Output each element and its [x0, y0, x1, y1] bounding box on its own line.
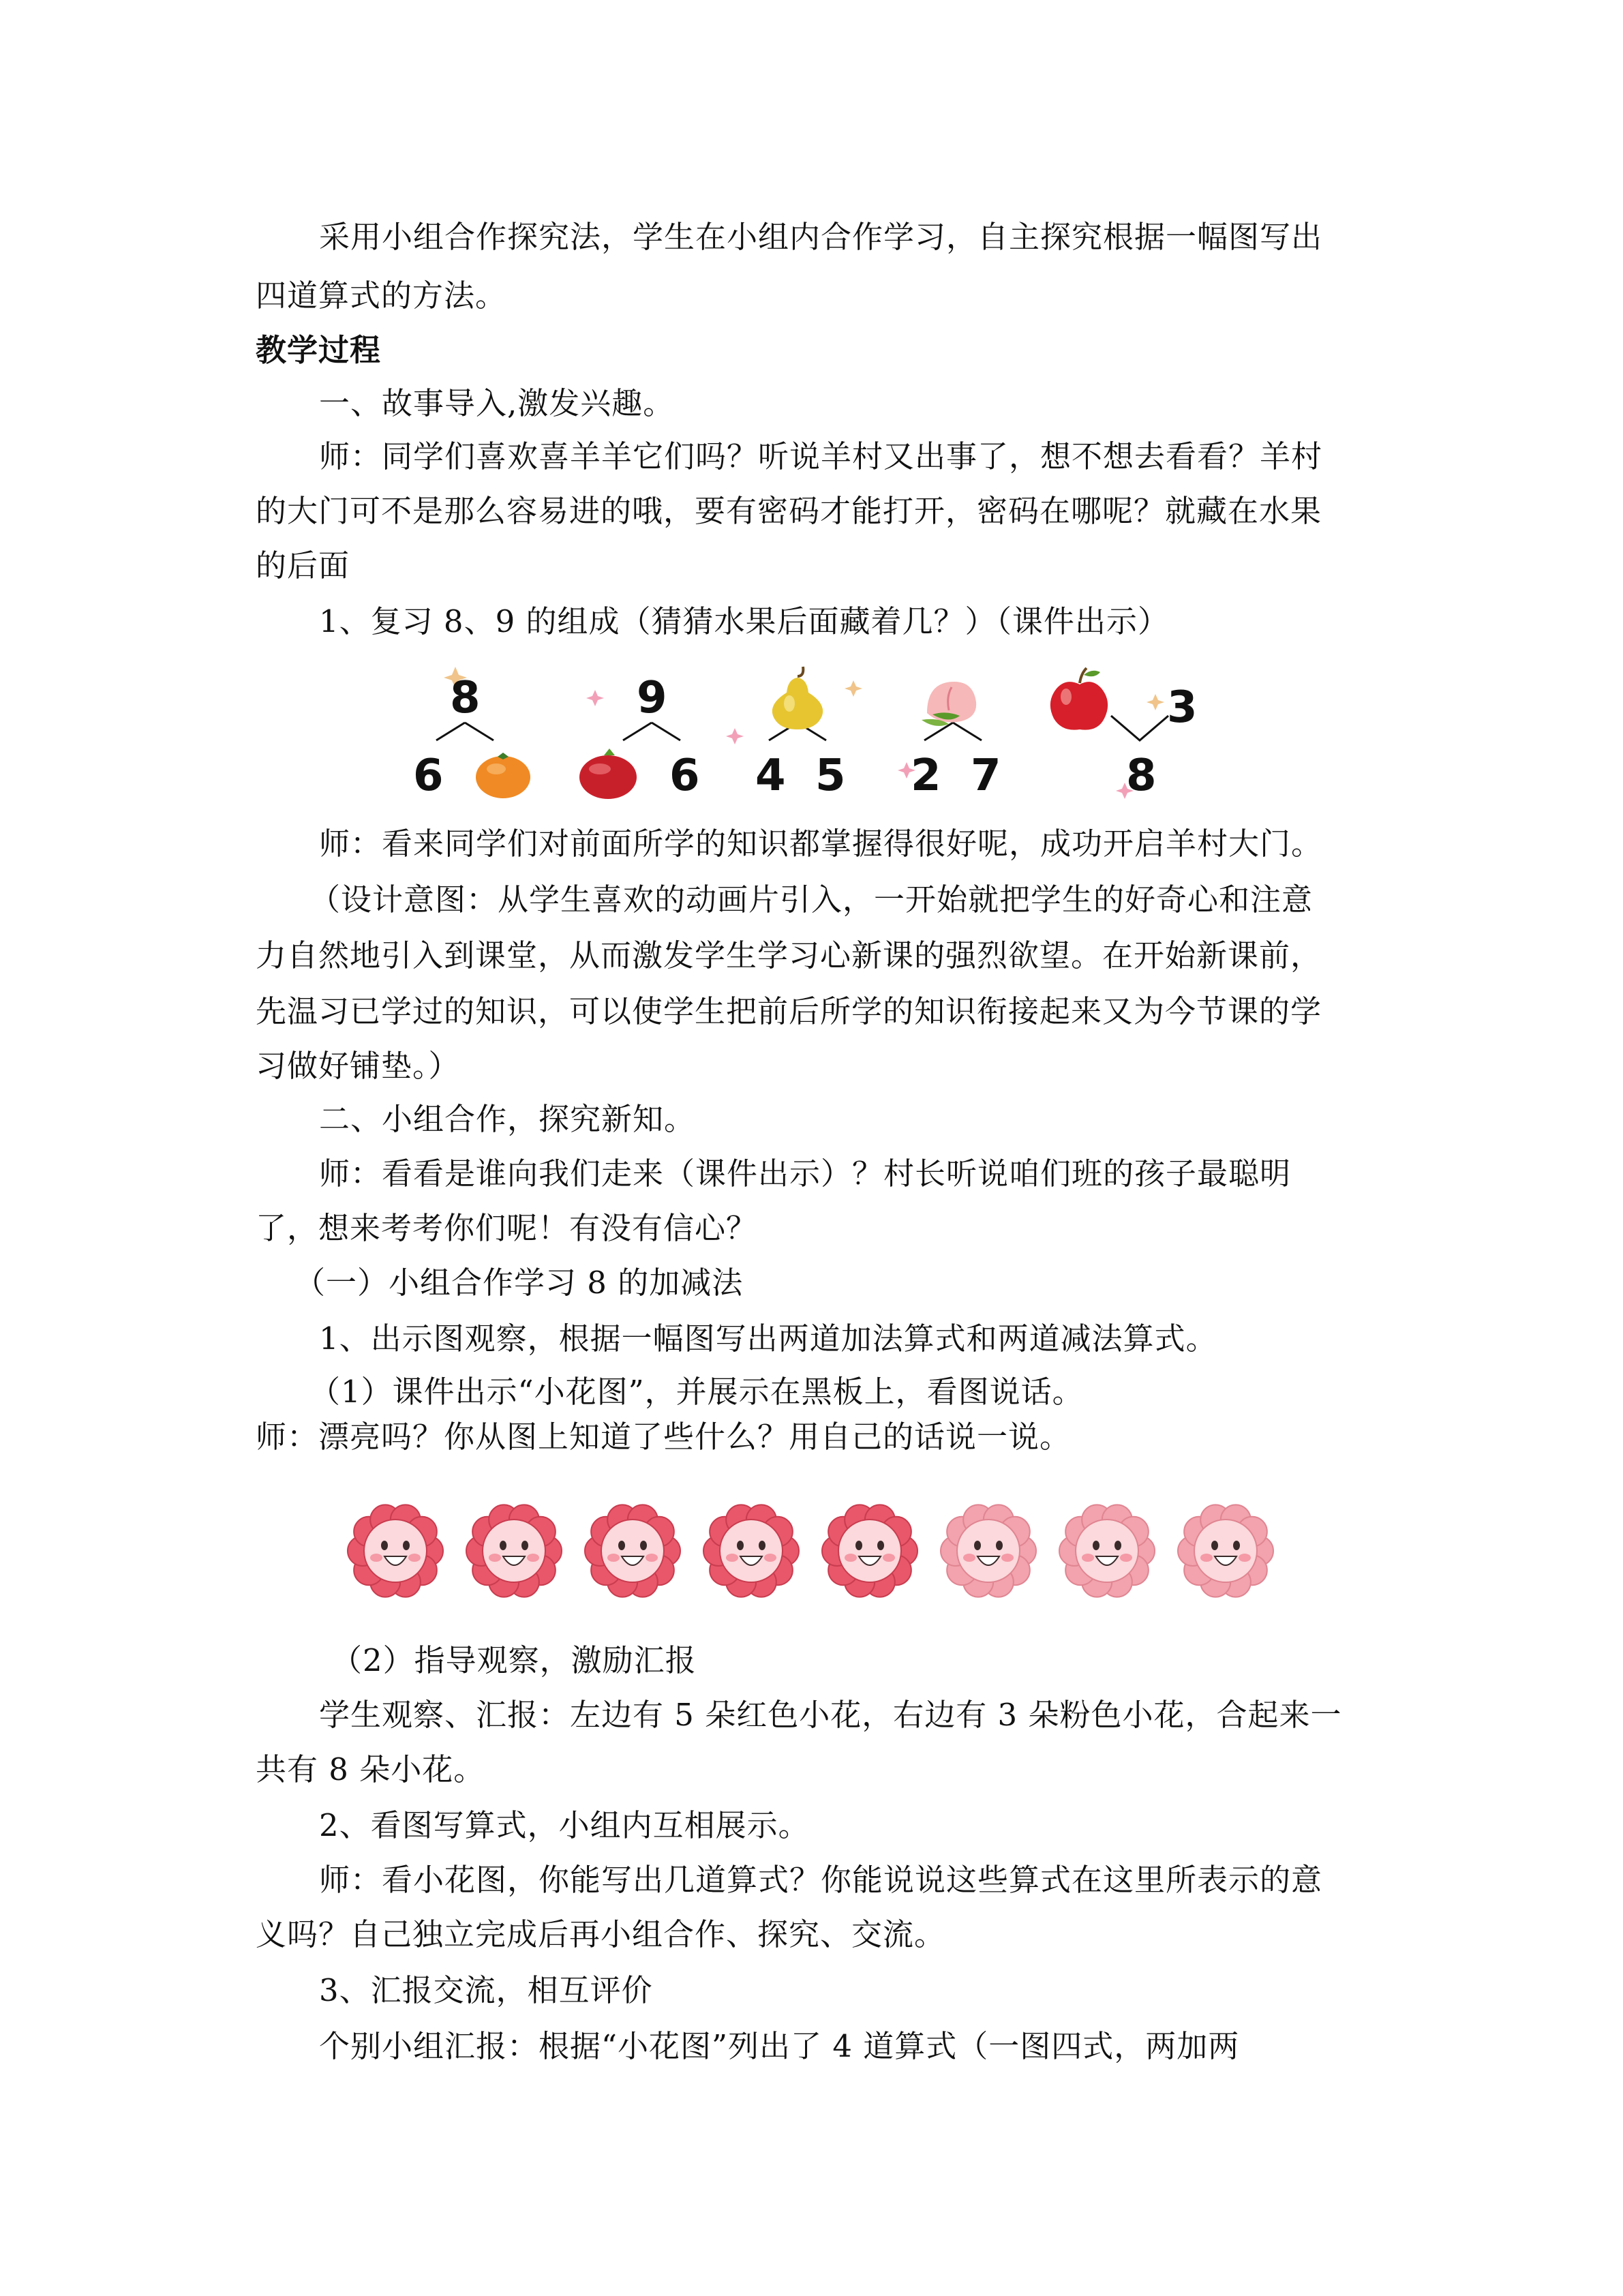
paragraph-line: 个别小组汇报：根据“小花图”列出了 4 道算式（一图四式，两加两: [319, 2028, 1240, 2064]
pomegranate-icon: [579, 749, 637, 799]
red-flower-icon: [348, 1505, 443, 1597]
paragraph-line: 学生观察、汇报：左边有 5 朵红色小花，右边有 3 朵粉色小花，合起来一: [319, 1697, 1342, 1733]
paragraph-line: 2、看图写算式，小组内互相展示。: [319, 1807, 810, 1843]
number-label: 2: [911, 751, 941, 801]
paragraph-line: 了，想来考考你们呢！有没有信心？: [256, 1210, 758, 1246]
number-label: 6: [413, 751, 444, 801]
paragraph-line: 师：漂亮吗？你从图上知道了些什么？用自己的话说一说。: [256, 1419, 1072, 1455]
sparkle-icon: [845, 680, 862, 697]
paragraph-line: （设计意图：从学生喜欢的动画片引入，一开始就把学生的好奇心和注意: [309, 881, 1314, 918]
number-label: 5: [815, 751, 846, 801]
paragraph-line: 师：看来同学们对前面所学的知识都掌握得很好呢，成功开启羊村大门。: [319, 826, 1323, 862]
paragraph-line: 师：同学们喜欢喜羊羊它们吗？听说羊村又出事了，想不想去看看？羊村: [319, 438, 1323, 474]
paragraph-line: （一）小组合作学习 8 的加减法: [294, 1265, 744, 1301]
red-flower-icon: [703, 1505, 799, 1597]
sparkle-icon: [1147, 694, 1164, 710]
paragraph-line: 共有 8 朵小花。: [256, 1751, 485, 1787]
number-label: 4: [755, 751, 786, 801]
paragraph-line: 习做好铺垫。）: [256, 1048, 460, 1084]
subsection-title: 二、小组合作，探究新知。: [319, 1101, 696, 1137]
paragraph-line: 师：看看是谁向我们走来（课件出示）？村长听说咱们班的孩子最聪明: [319, 1155, 1292, 1192]
pink-flower-icon: [1059, 1505, 1155, 1597]
sparkle-icon: [586, 690, 604, 706]
number-label: 6: [669, 751, 700, 801]
pink-flower-icon: [941, 1505, 1036, 1597]
number-label: 8: [450, 673, 481, 723]
red-flower-icon: [585, 1505, 680, 1597]
pear-icon: [772, 667, 823, 729]
peach-icon: [922, 682, 976, 726]
number-label: 8: [1126, 751, 1157, 801]
number-label: 9: [637, 673, 667, 723]
subsection-title: 一、故事导入,激发兴趣。: [319, 385, 675, 421]
paragraph-line: 1、复习 8、9 的组成（猜猜水果后面藏着几？）（课件出示）: [319, 603, 1170, 639]
paragraph-line: （2）指导观察，激励汇报: [331, 1642, 697, 1678]
paragraph-line: 师：看小花图，你能写出几道算式？你能说说这些算式在这里所表示的意: [319, 1862, 1323, 1898]
apple-icon: [1050, 668, 1108, 730]
flower-figure: [341, 1500, 1295, 1602]
sparkle-icon: [726, 728, 744, 744]
orange-icon: [476, 753, 530, 798]
fruit-number-figure: [402, 660, 1207, 803]
paragraph-line: 四道算式的方法。: [256, 277, 507, 314]
number-label: 3: [1167, 682, 1198, 733]
paragraph-line: 3、汇报交流，相互评价: [319, 1972, 653, 2008]
section-heading: 教学过程: [256, 332, 382, 368]
paragraph-line: （1）课件出示“小花图”，并展示在黑板上，看图说话。: [309, 1374, 1084, 1410]
paragraph-line: 1、出示图观察，根据一幅图写出两道加法算式和两道减法算式。: [319, 1320, 1217, 1357]
paragraph-line: 的大门可不是那么容易进的哦，要有密码才能打开，密码在哪呢？就藏在水果: [256, 493, 1322, 529]
paragraph-line: 的后面: [256, 547, 350, 584]
paragraph-line: 义吗？自己独立完成后再小组合作、探究、交流。: [256, 1916, 946, 1952]
red-flower-icon: [822, 1505, 917, 1597]
paragraph-line: 采用小组合作探究法，学生在小组内合作学习，自主探究根据一幅图写出: [319, 219, 1323, 255]
red-flower-icon: [466, 1505, 562, 1597]
paragraph-line: 力自然地引入到课堂，从而激发学生学习心新课的强烈欲望。在开始新课前，: [256, 937, 1322, 973]
pink-flower-icon: [1178, 1505, 1273, 1597]
paragraph-line: 先温习已学过的知识，可以使学生把前后所学的知识衔接起来又为今节课的学: [256, 993, 1322, 1029]
number-label: 7: [971, 751, 1001, 801]
